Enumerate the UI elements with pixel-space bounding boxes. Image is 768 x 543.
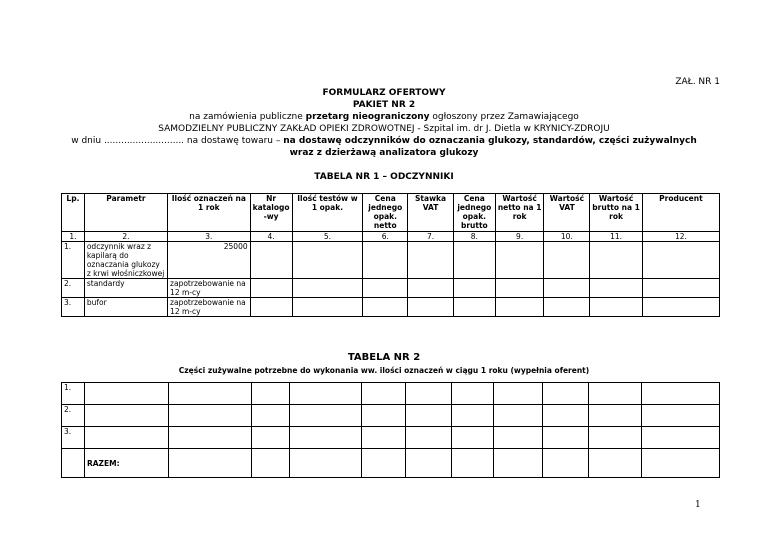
package-title: PAKIET NR 2 bbox=[352, 100, 416, 110]
cell-blank bbox=[250, 242, 292, 279]
form-title: FORMULARZ OFERTOWY bbox=[322, 88, 446, 98]
cell-blank bbox=[406, 405, 452, 427]
cell-blank bbox=[452, 449, 494, 478]
cell-blank bbox=[361, 383, 406, 405]
cell-blank bbox=[168, 383, 251, 405]
cell-blank bbox=[168, 405, 251, 427]
cell-blank bbox=[495, 279, 544, 298]
table-row bbox=[62, 279, 720, 298]
cell-blank bbox=[168, 427, 251, 449]
cell-blank bbox=[642, 298, 719, 317]
col-number: 9. bbox=[495, 232, 544, 242]
cell-blank bbox=[494, 427, 543, 449]
col-header: Wartość VAT bbox=[544, 194, 590, 232]
col-number: 1. bbox=[62, 232, 85, 242]
col-header: Cena jednego opak. brutto bbox=[453, 194, 495, 232]
cell-blank bbox=[62, 449, 85, 478]
col-header: Wartość brutto na 1 rok bbox=[590, 194, 643, 232]
cell-blank bbox=[543, 405, 589, 427]
attachment-label: ZAŁ. NR 1 bbox=[675, 77, 720, 87]
col-header: Stawka VAT bbox=[408, 194, 454, 232]
table-row bbox=[62, 298, 720, 317]
cell-blank bbox=[494, 383, 543, 405]
cell-blank bbox=[289, 405, 361, 427]
cell-blank bbox=[292, 242, 363, 279]
cell-blank bbox=[543, 449, 589, 478]
col-header: Cena jednego opak. netto bbox=[363, 194, 408, 232]
cell-blank bbox=[251, 427, 289, 449]
row-param: bufor bbox=[84, 298, 167, 317]
cell-blank bbox=[543, 427, 589, 449]
table1-title: TABELA NR 1 – ODCZYNNIKI bbox=[314, 172, 454, 182]
page-number: 1 bbox=[695, 500, 701, 510]
header-line-1-bold: przetarg nieograniczony bbox=[305, 112, 430, 122]
col-header: Producent bbox=[642, 194, 719, 232]
cell-blank bbox=[292, 279, 363, 298]
cell-blank bbox=[361, 427, 406, 449]
col-header: Wartość netto na 1 rok bbox=[495, 194, 544, 232]
header-line-2: SAMODZIELNY PUBLICZNY ZAKŁAD OPIEKI ZDROWOTNEJ - Szpital im. dr J. Dietla w KRYNICY-ZDROJU bbox=[158, 124, 610, 134]
header-line-1 bbox=[0, 111, 768, 123]
row-lp: 1. bbox=[62, 242, 85, 279]
cell-blank bbox=[589, 383, 642, 405]
header-line-3 bbox=[0, 135, 768, 147]
row-lp: 2. bbox=[62, 279, 85, 298]
cell-blank bbox=[251, 383, 289, 405]
cell-blank bbox=[589, 405, 642, 427]
cell-blank bbox=[544, 279, 590, 298]
row-qty: 25000 bbox=[168, 242, 251, 279]
header-line-4: wraz z dzierżawą analizatora glukozy bbox=[289, 148, 479, 158]
cell-blank bbox=[453, 242, 495, 279]
table-row bbox=[62, 405, 720, 427]
cell-blank bbox=[408, 298, 454, 317]
cell-blank bbox=[642, 279, 719, 298]
cell-blank bbox=[289, 383, 361, 405]
cell-blank bbox=[84, 427, 168, 449]
col-number: 10. bbox=[544, 232, 590, 242]
cell-blank bbox=[642, 427, 720, 449]
col-header: Ilość oznaczeń na 1 rok bbox=[168, 194, 251, 232]
cell-blank bbox=[452, 427, 494, 449]
row-lp: 1. bbox=[62, 383, 85, 405]
row-lp: 3. bbox=[62, 427, 85, 449]
table-row bbox=[62, 242, 720, 279]
cell-blank bbox=[251, 405, 289, 427]
col-number: 6. bbox=[363, 232, 408, 242]
col-header: Ilość testów w 1 opak. bbox=[292, 194, 363, 232]
col-number: 12. bbox=[642, 232, 719, 242]
table2-title: TABELA NR 2 bbox=[347, 352, 421, 363]
cell-blank bbox=[544, 298, 590, 317]
cell-blank bbox=[642, 242, 719, 279]
cell-blank bbox=[408, 242, 454, 279]
cell-blank bbox=[363, 279, 408, 298]
col-header: Lp. bbox=[62, 194, 85, 232]
cell-blank bbox=[84, 405, 168, 427]
total-label: RAZEM: bbox=[84, 449, 168, 478]
header-line-1-post: ogłoszony przez Zamawiającego bbox=[429, 112, 579, 122]
table1-number-row bbox=[62, 232, 720, 242]
cell-blank bbox=[590, 298, 643, 317]
col-number: 7. bbox=[408, 232, 454, 242]
cell-blank bbox=[406, 427, 452, 449]
col-number: 2. bbox=[84, 232, 167, 242]
cell-blank bbox=[589, 427, 642, 449]
row-param: odczynnik wraz z kapilarą do oznaczania glukozy z krwi włośniczkowej bbox=[84, 242, 167, 279]
row-lp: 2. bbox=[62, 405, 85, 427]
col-header: Nr katalogo -wy bbox=[250, 194, 292, 232]
cell-blank bbox=[544, 242, 590, 279]
col-header: Parametr bbox=[84, 194, 167, 232]
table1-header-row bbox=[62, 194, 720, 232]
cell-blank bbox=[590, 242, 643, 279]
col-number: 5. bbox=[292, 232, 363, 242]
table2-subtitle: Części zużywalne potrzebne do wykonania ww. ilości oznaczeń w ciągu 1 roku (wypełnia oferent) bbox=[178, 366, 590, 375]
cell-blank bbox=[453, 279, 495, 298]
cell-blank bbox=[589, 449, 642, 478]
col-number: 11. bbox=[590, 232, 643, 242]
cell-blank bbox=[642, 383, 720, 405]
cell-blank bbox=[642, 449, 720, 478]
col-number: 4. bbox=[250, 232, 292, 242]
header-line-1-pre: na zamówienia publiczne bbox=[189, 112, 306, 122]
header-line-3-bold: na dostawę odczynników do oznaczania glukozy, standardów, części zużywalnych bbox=[283, 136, 697, 146]
row-lp: 3. bbox=[62, 298, 85, 317]
table-row bbox=[62, 427, 720, 449]
row-qty: zapotrzebowanie na 12 m-cy bbox=[168, 298, 251, 317]
cell-blank bbox=[168, 449, 251, 478]
cell-blank bbox=[494, 405, 543, 427]
cell-blank bbox=[406, 449, 452, 478]
table-row bbox=[62, 383, 720, 405]
cell-blank bbox=[452, 405, 494, 427]
cell-blank bbox=[361, 405, 406, 427]
cell-blank bbox=[250, 298, 292, 317]
header-line-3-pre: w dniu ............................ na dostawę towaru – bbox=[71, 136, 284, 146]
col-number: 8. bbox=[453, 232, 495, 242]
cell-blank bbox=[452, 383, 494, 405]
cell-blank bbox=[543, 383, 589, 405]
total-row bbox=[62, 449, 720, 478]
cell-blank bbox=[289, 427, 361, 449]
cell-blank bbox=[642, 405, 720, 427]
cell-blank bbox=[363, 242, 408, 279]
cell-blank bbox=[363, 298, 408, 317]
cell-blank bbox=[494, 449, 543, 478]
cell-blank bbox=[251, 449, 289, 478]
row-param: standardy bbox=[84, 279, 167, 298]
cell-blank bbox=[361, 449, 406, 478]
col-number: 3. bbox=[168, 232, 251, 242]
cell-blank bbox=[292, 298, 363, 317]
reagents-table bbox=[61, 193, 720, 317]
cell-blank bbox=[590, 279, 643, 298]
cell-blank bbox=[289, 449, 361, 478]
cell-blank bbox=[406, 383, 452, 405]
cell-blank bbox=[495, 242, 544, 279]
consumables-table bbox=[61, 382, 720, 478]
row-qty: zapotrzebowanie na 12 m-cy bbox=[168, 279, 251, 298]
cell-blank bbox=[453, 298, 495, 317]
cell-blank bbox=[408, 279, 454, 298]
cell-blank bbox=[250, 279, 292, 298]
cell-blank bbox=[84, 383, 168, 405]
cell-blank bbox=[495, 298, 544, 317]
